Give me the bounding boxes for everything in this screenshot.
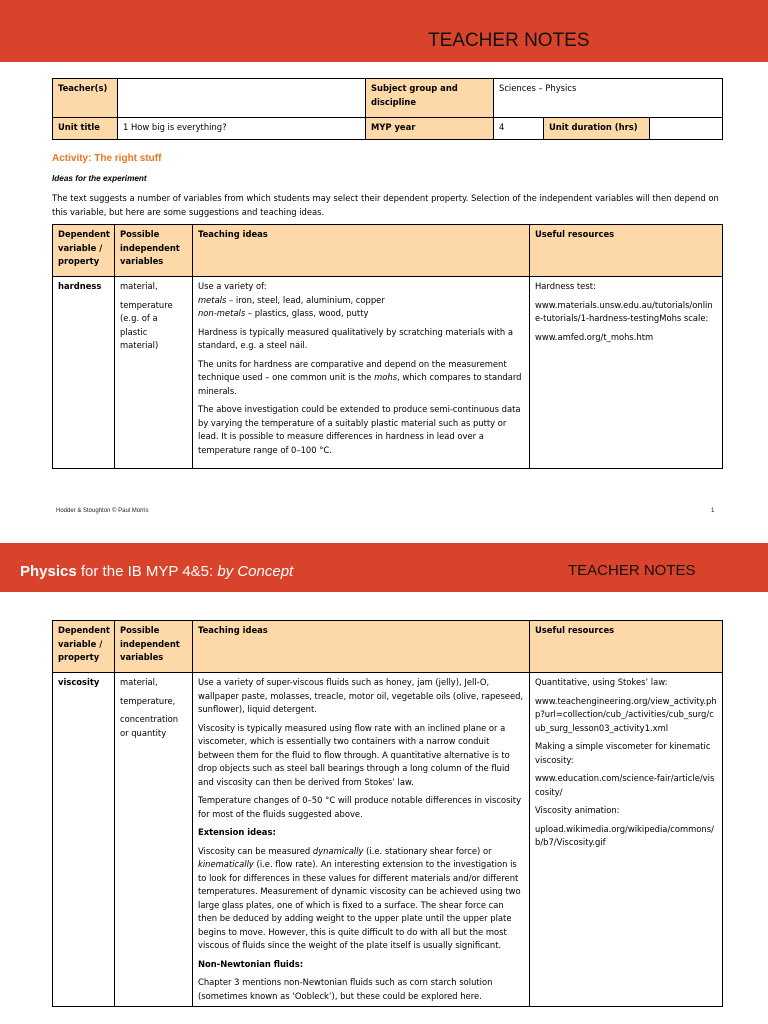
resources-cell (530, 673, 723, 1007)
teacher-notes-label-page-2: TEACHER NOTES (568, 562, 696, 579)
teaching-text: The units for hardness are comparative and depend on the measurement technique used – one common unit is the mohs, which compares to standard minerals. (198, 358, 522, 396)
unit-title-value: 1 How big is everything? (118, 118, 366, 140)
resource-text: Quantitative, using Stokes’ law: (535, 677, 668, 687)
teacher-value (118, 79, 366, 118)
teaching-text: metals – iron, steel, lead, aluminium, copper (198, 294, 385, 305)
col-resources: Useful resources (530, 225, 723, 277)
unit-title-label: Unit title (53, 118, 118, 140)
col-resources: Useful resources (530, 621, 723, 673)
independent-cell (115, 277, 193, 469)
teaching-text: The above investigation could be extended to produce semi-continuous data by varying the temperature of a suitably plastic material such as putty or lead. It is possible to measure differences in hardness in lead over a temperature range of 0–100 °C. (198, 404, 521, 455)
teacher-label: Teacher(s) (53, 79, 118, 118)
independent-cell (115, 673, 193, 1007)
col-teaching: Teaching ideas (193, 225, 530, 277)
resource-link[interactable]: www.education.com/science-fair/article/viscosity/ (535, 773, 715, 797)
teaching-text: Chapter 3 mentions non-Newtonian fluids such as corn starch solution (sometimes known as ‘Oobleck’), but these could be explored here. (198, 977, 493, 1001)
resource-link[interactable]: www.amfed.org/t_mohs.htm (535, 331, 654, 342)
resources-cell (530, 277, 723, 469)
col-independent: Possible independent variables (115, 621, 193, 673)
teaching-text: Viscosity can be measured dynamically (i.e. stationary shear force) or kinematically (i.e. flow rate). An interesting extension to the investigation is to look for differences in these values for different materials and/or different temperatures. Measurement of dynamic viscosity can be achieved using two large glass plates, one of which is fixed to a surface. The shear force can then be deduced by adding weight to the upper plate until the upper plate begins to move. However, this is quite difficult to do with all but the most viscous of fluids since the weight of the plate itself is usually significant. (198, 845, 521, 950)
extension-heading: Extension ideas: (198, 827, 276, 837)
activity-title: Activity: The right stuff (52, 153, 162, 164)
header-band-page-1 (0, 0, 768, 62)
teaching-text: Hardness is typically measured qualitatively by scratching materials with a standard, e.g. a steel nail. (198, 326, 513, 350)
resource-text: Making a simple viscometer for kinematic viscosity: (535, 741, 711, 765)
hardness-table (52, 224, 723, 469)
col-dependent: Dependent variable / property (53, 225, 115, 277)
dependent-hardness: hardness (53, 277, 115, 469)
resource-link[interactable]: www.materials.unsw.edu.au/tutorials/online-tutorials/1-hardness-testingMohs scale: (535, 299, 713, 323)
footer-copyright: Hodder & Stoughton © Paul Morris (56, 508, 149, 514)
independent-item: material, (120, 281, 158, 291)
subject-value: Sciences – Physics (494, 79, 723, 118)
table-row (53, 673, 723, 1007)
duration-label: Unit duration (hrs) (544, 118, 650, 140)
table-row (53, 277, 723, 469)
col-independent: Possible independent variables (115, 225, 193, 277)
dependent-viscosity: viscosity (53, 673, 115, 1007)
duration-value (650, 118, 723, 140)
teacher-notes-label: TEACHER NOTES (428, 30, 590, 51)
resource-link[interactable]: upload.wikimedia.org/wikipedia/commons/b/b7/Viscosity.gif (535, 823, 714, 847)
non-newtonian-heading: Non-Newtonian fluids: (198, 958, 304, 969)
independent-item: temperature (e.g. of a plastic material) (120, 299, 173, 350)
resource-text: Viscosity animation: (535, 805, 620, 815)
teaching-text: Temperature changes of 0–50 °C will produce notable differences in viscosity for most of the fluids suggested above. (198, 795, 522, 819)
myp-year-label: MYP year (366, 118, 494, 140)
intro-paragraph: The text suggests a number of variables from which students may select their dependent property. Selection of the independent variables will then depend on this variable, but here are some suggestions and teaching ideas. (52, 193, 719, 217)
resource-link[interactable]: www.teachengineering.org/view_activity.php?url=collection/cub_/activities/cub_surg/cub_surg_lesson03_activity1.xml (535, 695, 717, 733)
unit-info-table (52, 78, 723, 140)
col-teaching: Teaching ideas (193, 621, 530, 673)
col-dependent: Dependent variable / property (53, 621, 115, 673)
teaching-text: Viscosity is typically measured using flow rate with an inclined plane or a viscometer, which is essentially two containers with a narrow conduit between them for the fluid to flow through. A quantitative alternative is to drop objects such as steel ball bearings through a long column of the fluid and viscosity can then be derived from Stokes’ law. (198, 722, 510, 787)
teaching-text: Use a variety of super-viscous fluids such as honey, jam (jelly), Jell-O, wallpaper paste, molasses, treacle, motor oil, vegetable oils (olive, rapeseed, sunflower), liquid detergent. (198, 677, 524, 714)
page-number: 1 (711, 508, 715, 514)
teaching-text: Use a variety of: (198, 281, 267, 291)
independent-item: concentration or quantity (120, 714, 179, 738)
independent-item: temperature, (120, 695, 176, 706)
teaching-ideas-cell (193, 277, 530, 469)
viscosity-table (52, 620, 723, 1007)
book-title-page-2: Physics for the IB MYP 4&5: by Concept (20, 563, 294, 580)
resource-text: Hardness test: (535, 281, 596, 291)
ideas-heading: Ideas for the experiment (52, 174, 147, 183)
teaching-text: non-metals – plastics, glass, wood, putty (198, 308, 369, 318)
subject-label: Subject group and discipline (366, 79, 494, 118)
myp-year-value: 4 (494, 118, 544, 140)
independent-item: material, (120, 677, 158, 687)
teaching-ideas-cell (193, 673, 530, 1007)
